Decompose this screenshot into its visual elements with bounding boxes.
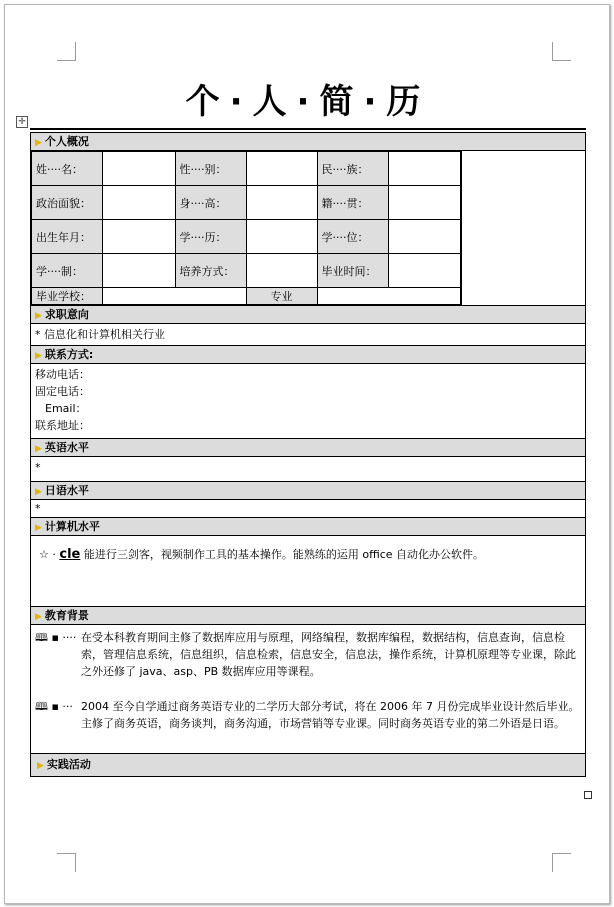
- section-intent: [30, 323, 586, 345]
- computer-description: 能进行三剑客，视频制作工具的基本操作。能熟练的运用 office 自动化办公软件。: [83, 548, 485, 561]
- section-heading-overview: ▶ 个人概况: [30, 132, 586, 150]
- value-graduation-date[interactable]: [388, 254, 461, 288]
- value-education[interactable]: [246, 220, 317, 254]
- label-birth-date: 出生年月：: [32, 220, 103, 254]
- intent-text[interactable]: * 信息化和计算机相关行业: [35, 328, 165, 341]
- section-computer: [30, 535, 586, 606]
- section-english: [30, 456, 586, 481]
- personal-info-table: [31, 151, 461, 305]
- label-major: 专业: [246, 288, 317, 305]
- section-heading-intent: ▶ 求职意向: [30, 305, 586, 323]
- yellow-triangle-icon: ▶: [35, 138, 42, 148]
- label-degree: 学····位：: [317, 220, 388, 254]
- title-rule: [30, 128, 586, 130]
- value-major[interactable]: [317, 288, 461, 305]
- section-heading-computer: ▶ 计算机水平: [30, 517, 586, 535]
- section-heading-english: ▶ 英语水平: [30, 438, 586, 456]
- yellow-triangle-icon: ▶: [35, 612, 42, 622]
- star-icon: ☆: [39, 548, 49, 561]
- value-name[interactable]: [103, 152, 176, 186]
- contact-mobile[interactable]: 移动电话：: [35, 368, 90, 381]
- crop-mark-top-left: [57, 42, 76, 61]
- label-political-status: 政治面貌：: [32, 186, 103, 220]
- label-training-mode: 培养方式：: [175, 254, 246, 288]
- resume-table[interactable]: [30, 132, 586, 777]
- section-education: [30, 624, 586, 753]
- english-text[interactable]: *: [35, 461, 41, 474]
- book-icon: 🕮 ▪ ···: [35, 700, 73, 713]
- section-overview: [30, 150, 586, 305]
- contact-address[interactable]: 联系地址：: [35, 419, 90, 432]
- computer-text[interactable]: ☆ · cle 能进行三剑客，视频制作工具的基本操作。能熟练的运用 office 自动化办公软件。: [39, 547, 485, 562]
- value-training-mode[interactable]: [246, 254, 317, 288]
- crop-mark-top-right: [552, 42, 571, 61]
- value-school[interactable]: [103, 288, 247, 305]
- label-native-place: 籍····贯：: [317, 186, 388, 220]
- book-icon: 🕮 ▪ ····: [35, 631, 77, 644]
- label-education: 学····历：: [175, 220, 246, 254]
- section-contact: [30, 363, 586, 438]
- yellow-triangle-icon: ▶: [35, 523, 42, 533]
- education-item[interactable]: [31, 627, 585, 682]
- yellow-triangle-icon: ▶: [35, 351, 42, 361]
- section-heading-practice: ▶ 实践活动: [30, 753, 586, 777]
- value-ethnicity[interactable]: [388, 152, 461, 186]
- label-program-length: 学····制：: [32, 254, 103, 288]
- label-school: 毕业学校：: [32, 288, 103, 305]
- value-native-place[interactable]: [388, 186, 461, 220]
- yellow-triangle-icon: ▶: [37, 761, 44, 771]
- contact-phone[interactable]: 固定电话：: [35, 385, 90, 398]
- education-item-text: 在受本科教育期间主修了数据库应用与原理，网络编程，数据库编程，数据结构，信息查询，信息检索，管理信息系统，信息组织，信息检索，信息安全，信息法，操作系统，计算机原理等专业课，除此之外还修了 java、asp、PB 数据库应用等课程。: [81, 631, 576, 678]
- label-gender: 性····别：: [175, 152, 246, 186]
- value-gender[interactable]: [246, 152, 317, 186]
- cle-word: cle: [59, 547, 81, 562]
- value-political-status[interactable]: [103, 186, 176, 220]
- japanese-text[interactable]: *: [35, 502, 41, 515]
- crop-mark-bottom-right: [552, 853, 571, 872]
- section-japanese: [30, 499, 586, 517]
- photo-cell[interactable]: [461, 151, 587, 305]
- resume-title: 个·人·简·历: [185, 82, 431, 122]
- label-ethnicity: 民····族：: [317, 152, 388, 186]
- label-graduation-date: 毕业时间：: [317, 254, 388, 288]
- spacer: [31, 682, 585, 696]
- value-degree[interactable]: [388, 220, 461, 254]
- section-heading-japanese: ▶ 日语水平: [30, 481, 586, 499]
- education-item-text: 2004 至今自学通过商务英语专业的二学历大部分考试，将在 2006 年 7 月份完成毕业设计然后毕业。主修了商务英语，商务谈判，商务沟通，市场营销等专业课。同时商务英语专业的第二外语是日语。: [81, 700, 580, 730]
- table-move-handle-icon[interactable]: ✛: [16, 116, 28, 128]
- section-heading-contact: ▶ 联系方式:: [30, 345, 586, 363]
- value-birth-date[interactable]: [103, 220, 176, 254]
- table-resize-handle[interactable]: [584, 791, 592, 799]
- section-heading-education: ▶ 教育背景: [30, 606, 586, 624]
- education-item[interactable]: [31, 696, 585, 734]
- yellow-triangle-icon: ▶: [35, 487, 42, 497]
- value-height[interactable]: [246, 186, 317, 220]
- label-name: 姓····名：: [32, 152, 103, 186]
- crop-mark-bottom-left: [57, 853, 76, 872]
- contact-email[interactable]: Email：: [45, 402, 87, 415]
- yellow-triangle-icon: ▶: [35, 444, 42, 454]
- value-program-length[interactable]: [103, 254, 176, 288]
- yellow-triangle-icon: ▶: [35, 311, 42, 321]
- label-height: 身····高：: [175, 186, 246, 220]
